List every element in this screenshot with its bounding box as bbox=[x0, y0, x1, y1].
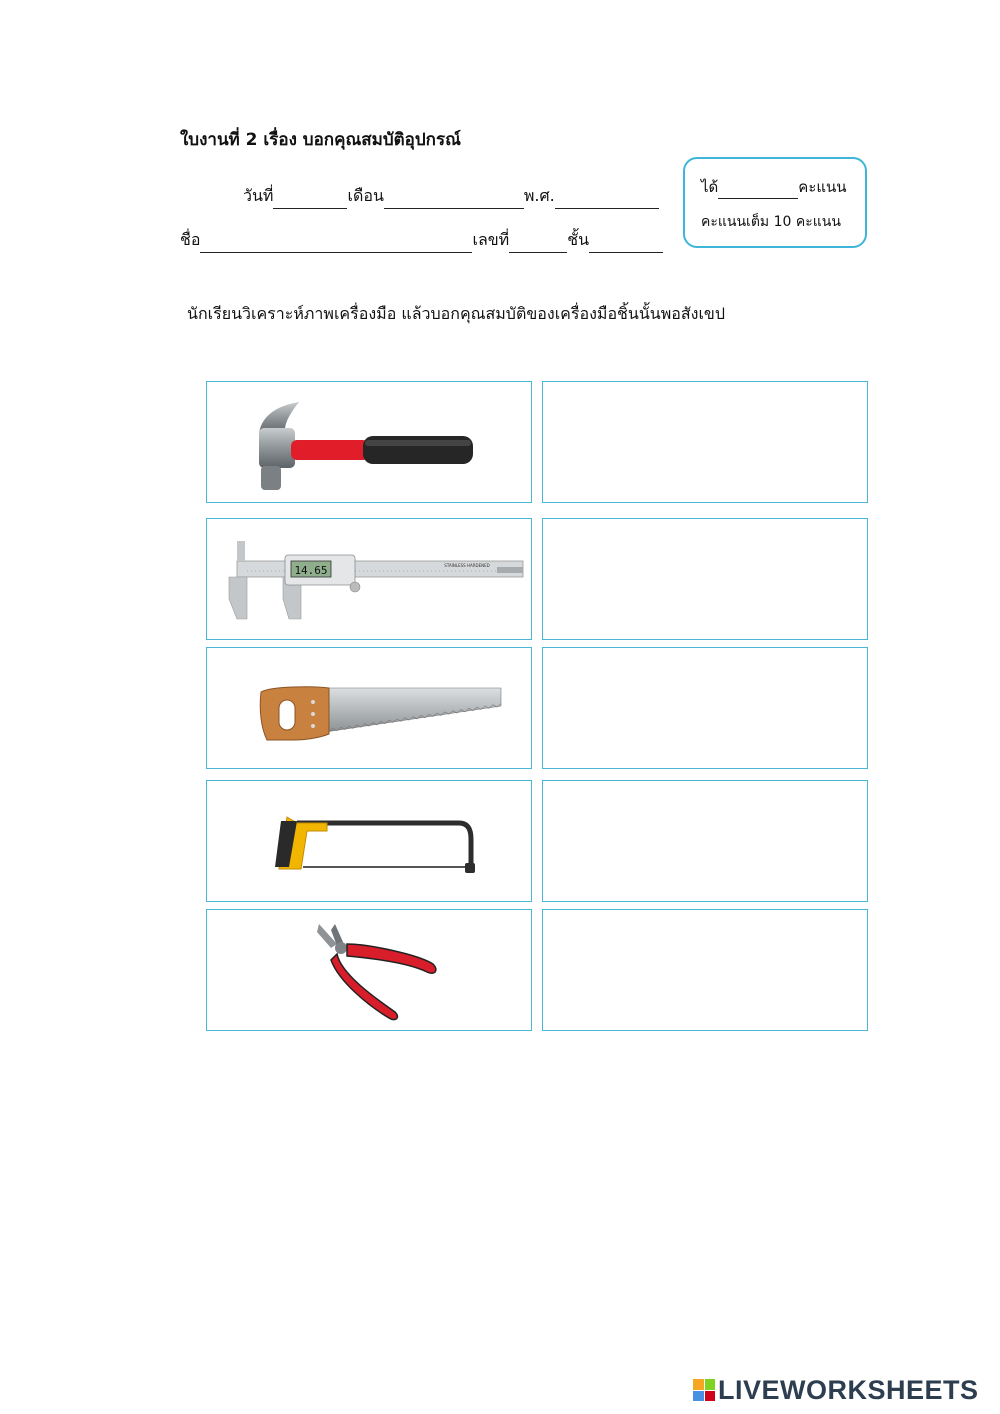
score-got-label: ได้ bbox=[701, 178, 719, 196]
score-points-label: คะแนน bbox=[798, 178, 847, 196]
tool-image-cell-hacksaw bbox=[206, 780, 532, 902]
caliper-display: 14.65 bbox=[294, 564, 328, 577]
year-label: พ.ศ. bbox=[523, 186, 555, 205]
score-blank[interactable] bbox=[718, 182, 798, 199]
brand-squares-icon bbox=[693, 1379, 715, 1401]
score-line bbox=[701, 175, 847, 199]
answer-box-4[interactable] bbox=[542, 780, 868, 902]
month-label: เดือน bbox=[347, 186, 384, 205]
date-line bbox=[243, 184, 659, 209]
answer-box-2[interactable] bbox=[542, 518, 868, 640]
number-label: เลขที่ bbox=[472, 230, 510, 249]
month-blank[interactable] bbox=[384, 190, 524, 209]
number-blank[interactable] bbox=[509, 234, 567, 253]
liveworksheets-logo[interactable] bbox=[693, 1375, 979, 1405]
name-line bbox=[180, 228, 663, 253]
full-score-text: คะแนนเต็ม 10 คะแนน bbox=[701, 214, 841, 230]
answer-box-1[interactable] bbox=[542, 381, 868, 503]
instruction-text: นักเรียนวิเคราะห์ภาพเครื่องมือ แล้วบอกคุณสมบัติของเครื่องมือชิ้นนั้นพอสังเขป bbox=[187, 304, 726, 323]
name-blank[interactable] bbox=[200, 234, 472, 253]
caliper-scale-text: STAINLESS HARDENED bbox=[444, 563, 490, 568]
tool-image-cell-caliper bbox=[206, 518, 532, 640]
tool-image-cell-pliers bbox=[206, 909, 532, 1031]
tool-image-cell-hammer bbox=[206, 381, 532, 503]
brand-text: LIVEWORKSHEETS bbox=[718, 1374, 979, 1405]
class-label: ชั้น bbox=[567, 230, 590, 249]
date-blank[interactable] bbox=[273, 190, 347, 209]
worksheet-title: ใบงานที่ 2 เรื่อง บอกคุณสมบัติอุปกรณ์ bbox=[180, 130, 461, 150]
hacksaw-icon bbox=[207, 781, 533, 903]
claw-hammer-icon bbox=[207, 382, 533, 504]
name-label: ชื่อ bbox=[180, 230, 201, 249]
answer-box-3[interactable] bbox=[542, 647, 868, 769]
tool-image-cell-saw bbox=[206, 647, 532, 769]
answer-box-5[interactable] bbox=[542, 909, 868, 1031]
hand-saw-icon bbox=[207, 648, 533, 770]
date-label: วันที่ bbox=[243, 186, 274, 205]
year-blank[interactable] bbox=[555, 190, 659, 209]
class-blank[interactable] bbox=[589, 234, 663, 253]
score-box bbox=[683, 157, 867, 248]
pliers-icon bbox=[207, 910, 533, 1032]
digital-caliper-icon bbox=[207, 519, 533, 641]
